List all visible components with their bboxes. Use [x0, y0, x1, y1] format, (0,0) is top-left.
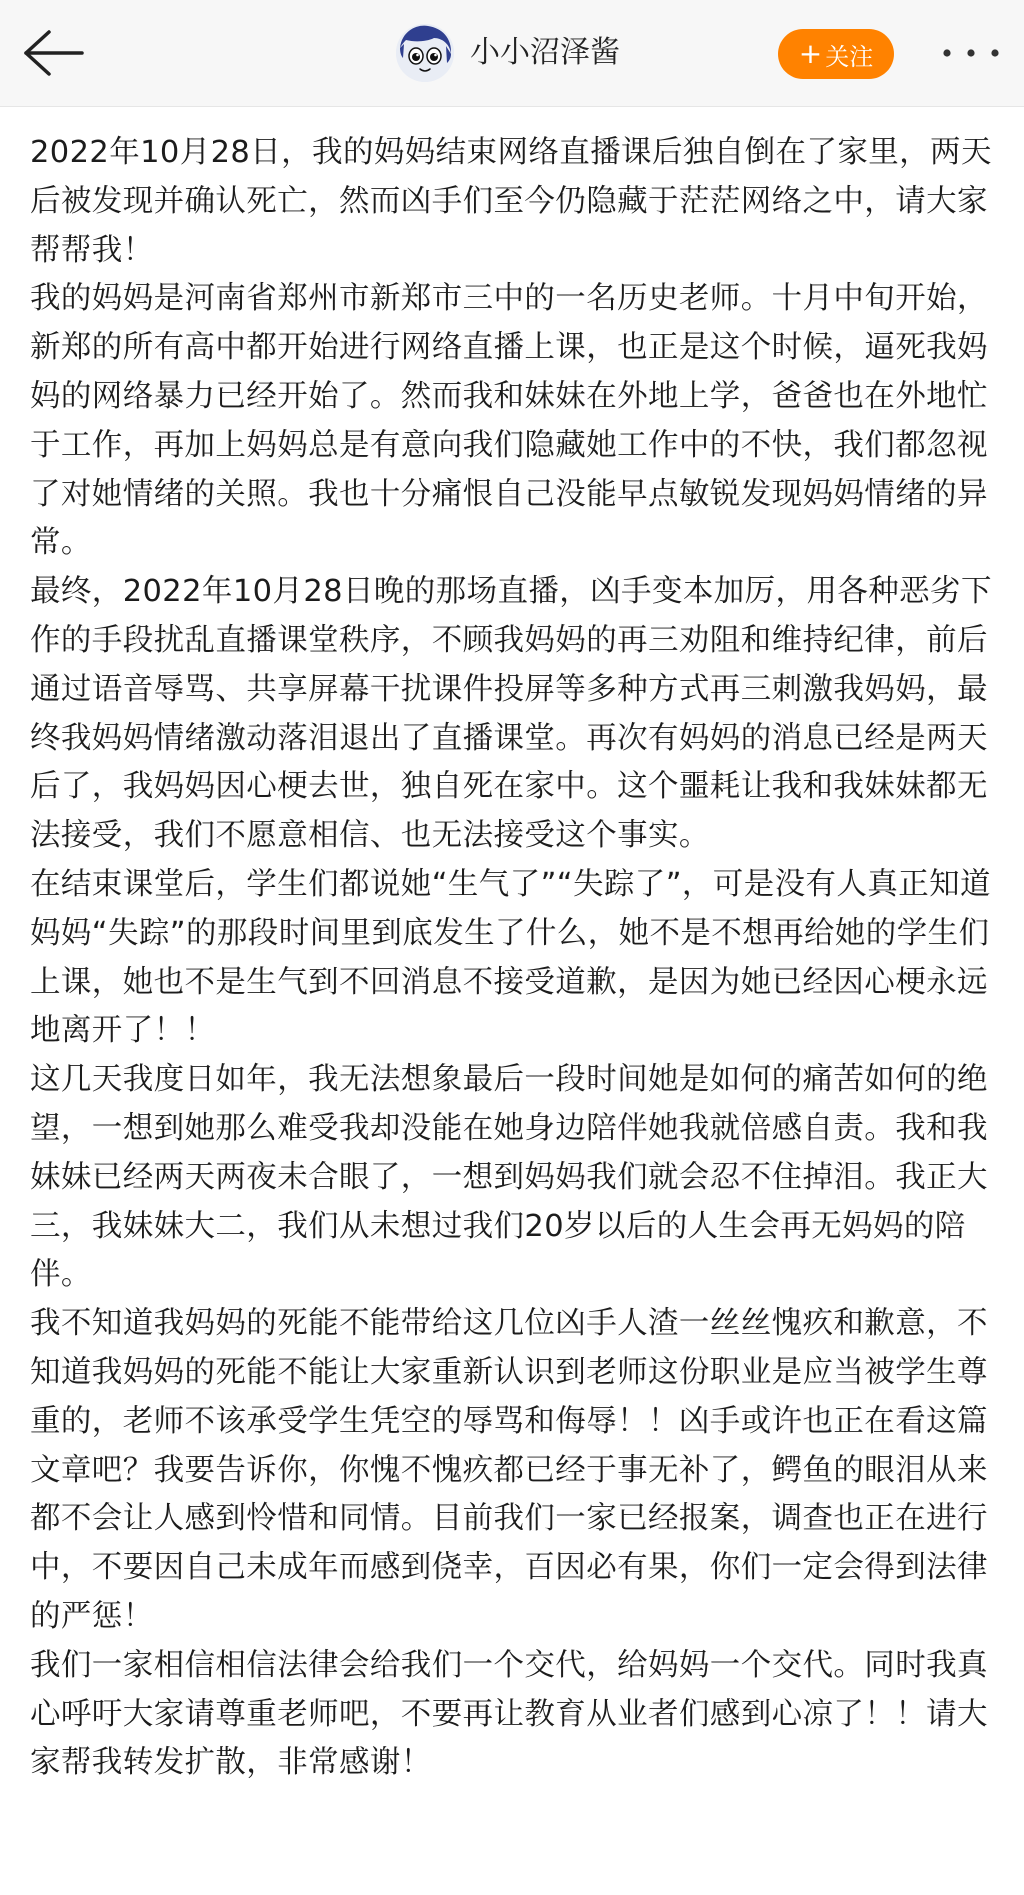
post-paragraph: 我不知道我妈妈的死能不能带给这几位凶手人渣一丝丝愧疚和歉意，不知道我妈妈的死能不能让大家重新认识到老师这份职业是应当被学生尊重的，老师不该承受学生凭空的辱骂和侮辱！！凶手或许也正在看这篇文章吧？我要告诉你，你愧不愧疚都已经于事无补了，鳄鱼的眼泪从来都不会让人感到怜惜和同情。目前我们一家已经报案，调查也正在进行中，不要因自己未成年而感到侥幸，百因必有果，你们一定会得到法律的严惩！	[30, 1306, 988, 1634]
plus-icon: +	[798, 37, 823, 70]
back-button[interactable]	[18, 26, 88, 80]
more-options-button[interactable]	[938, 40, 1004, 66]
follow-label: 关注	[825, 42, 874, 71]
post-paragraph: 最终，2022年10月28日晚的那场直播，凶手变本加厉，用各种恶劣下作的手段扰乱直播课堂秩序，不顾我妈妈的再三劝阻和维持纪律，前后通过语音辱骂、共享屏幕干扰课件投屏等多种方式再三刺激我妈妈，最终我妈妈情绪激动落泪退出了直播课堂。再次有妈妈的消息已经是两天后了，我妈妈因心梗去世，独自死在家中。这个噩耗让我和我妹妹都无法接受，我们不愿意相信、也无法接受这个事实。	[30, 574, 992, 854]
username[interactable]: 小小沼泽酱	[470, 35, 620, 70]
post-paragraph: 我的妈妈是河南省郑州市新郑市三中的一名历史老师。十月中旬开始，新郑的所有高中都开始进行网络直播上课，也正是这个时候，逼死我妈妈的网络暴力已经开始了。然而我和妹妹在外地上学，爸爸也在外地忙于工作，再加上妈妈总是有意向我们隐藏她工作中的不快，我们都忽视了对她情绪的关照。我也十分痛恨自己没能早点敏锐发现妈妈情绪的异常。	[30, 281, 988, 561]
follow-button[interactable]	[778, 29, 894, 79]
avatar[interactable]	[396, 24, 454, 82]
post-paragraph: 这几天我度日如年，我无法想象最后一段时间她是如何的痛苦如何的绝望，一想到她那么难受我却没能在她身边陪伴她我就倍感自责。我和我妹妹已经两天两夜未合眼了，一想到妈妈我们就会忍不住掉泪。我正大三，我妹妹大二，我们从未想过我们20岁以后的人生会再无妈妈的陪伴。	[30, 1062, 988, 1293]
top-navigation-bar	[0, 0, 1024, 107]
post-body	[30, 129, 1008, 1788]
author-profile[interactable]	[396, 22, 620, 84]
more-dots-icon	[938, 40, 1004, 66]
back-arrow-icon	[18, 26, 88, 80]
cartoon-avatar-icon	[396, 24, 454, 82]
post-paragraph: 我们一家相信相信法律会给我们一个交代，给妈妈一个交代。同时我真心呼吁大家请尊重老师吧，不要再让教育从业者们感到心凉了！！请大家帮我转发扩散，非常感谢！	[30, 1647, 988, 1781]
post-paragraph: 在结束课堂后，学生们都说她“生气了”“失踪了”，可是没有人真正知道妈妈“失踪”的那段时间里到底发生了什么，她不是不想再给她的学生们上课，她也不是生气到不回消息不接受道歉，是因为她已经因心梗永远地离开了！！	[30, 866, 991, 1049]
post-paragraph: 2022年10月28日，我的妈妈结束网络直播课后独自倒在了家里，两天后被发现并确认死亡，然而凶手们至今仍隐藏于茫茫网络之中，请大家帮帮我！	[30, 135, 992, 268]
